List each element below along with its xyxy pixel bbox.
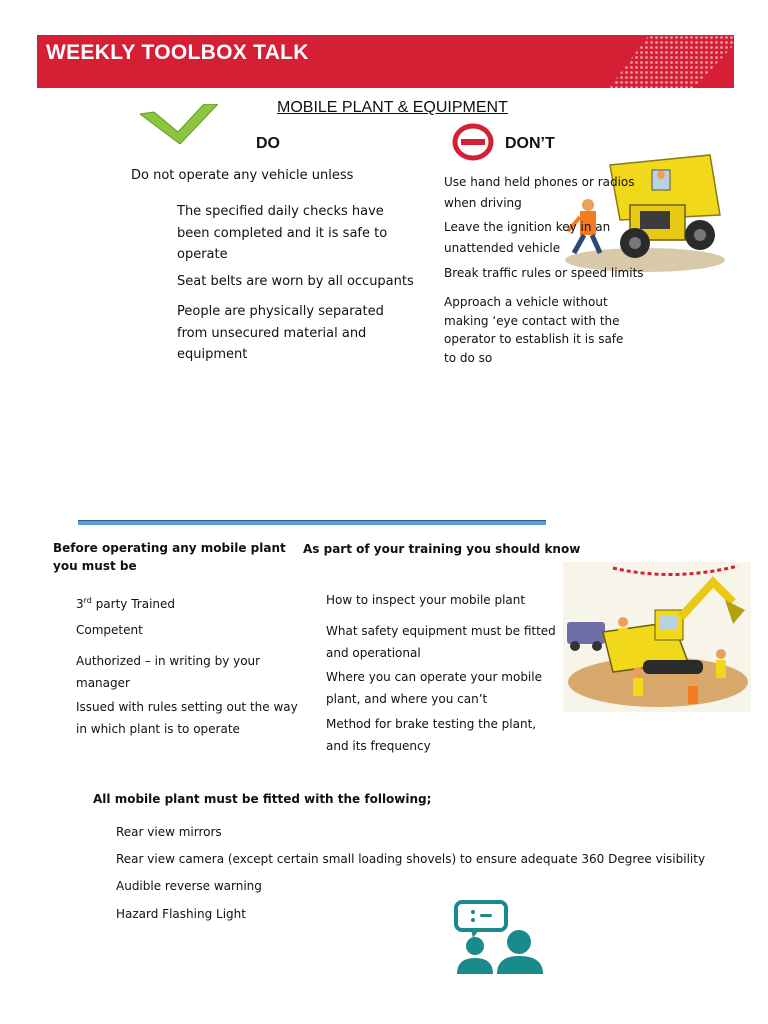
fitted-item: Rear view mirrors (116, 825, 222, 839)
training-item: What safety equipment must be fitted and operational (326, 624, 556, 660)
do-item: Seat belts are worn by all occupants (177, 274, 414, 289)
training-item: Method for brake testing the plant, and its frequency (326, 717, 537, 753)
header-banner (37, 35, 734, 88)
dont-item: Approach a vehicle without making ‘eye contact with the operator to establish it is safe to do so (444, 295, 624, 365)
subtitle: MOBILE PLANT & EQUIPMENT (277, 99, 508, 116)
before-item: Competent (76, 623, 143, 637)
do-item: People are physically separated from unsecured material and equipment (177, 304, 384, 362)
dont-item: Use hand held phones or radios when driving (444, 175, 635, 210)
do-intro: Do not operate any vehicle unless (131, 168, 354, 183)
do-heading: DO (256, 135, 280, 152)
do-item: The specified daily checks have been completed and it is safe to operate (177, 204, 388, 262)
before-heading: Before operating any mobile plant you must be (53, 541, 286, 573)
fitted-item: Audible reverse warning (116, 879, 262, 893)
fitted-item: Hazard Flashing Light (116, 907, 246, 921)
training-item: Where you can operate your mobile plant, and where you can’t (326, 670, 542, 706)
training-item: How to inspect your mobile plant (326, 593, 526, 607)
before-item-trained: 3rd party Trained (76, 596, 176, 611)
dont-item: Break traffic rules or speed limits (444, 266, 644, 280)
fitted-heading: All mobile plant must be fitted with the following; (93, 792, 432, 806)
prohibited-icon (452, 123, 494, 161)
banner-dot-pattern (554, 35, 734, 88)
before-item: Issued with rules setting out the way in which plant is to operate (76, 700, 298, 736)
dont-heading: DON’T (505, 135, 555, 152)
checkmark-icon (140, 104, 218, 144)
dont-item: Leave the ignition key in an unattended vehicle (444, 220, 611, 255)
people-talking-icon (453, 900, 547, 976)
construction-site-illustration (563, 562, 751, 712)
training-heading: As part of your training you should know (303, 542, 581, 556)
fitted-item: Rear view camera (except certain small loading shovels) to ensure adequate 360 Degree visibility (116, 852, 706, 866)
before-item: Authorized – in writing by your manager (76, 654, 261, 690)
section-divider (78, 520, 546, 525)
page-title: WEEKLY TOOLBOX TALK (46, 41, 309, 64)
